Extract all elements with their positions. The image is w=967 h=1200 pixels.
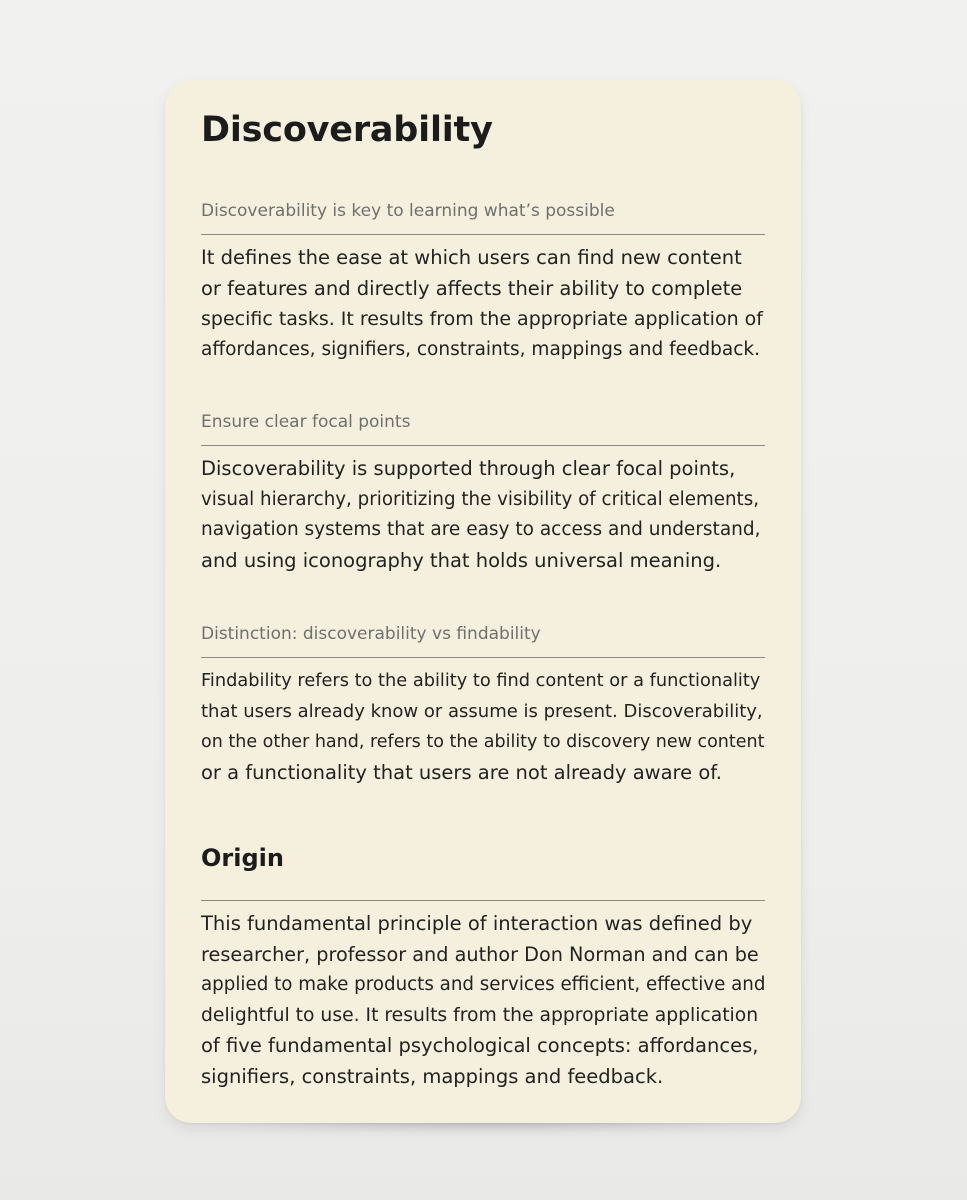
section-divider bbox=[201, 445, 765, 446]
body-line: that users already know or assume is present. Discoverability, bbox=[201, 700, 763, 722]
body-line: Discoverability is supported through clear focal points, bbox=[201, 457, 736, 480]
body-line: specific tasks. It results from the appropriate application of bbox=[201, 308, 763, 330]
body-line: affordances, signifiers, constraints, mappings and feedback. bbox=[201, 338, 760, 360]
body-line: researcher, professor and author Don Norman and can be bbox=[201, 942, 759, 966]
origin-body bbox=[201, 909, 765, 1092]
section-body-focal-points bbox=[201, 454, 765, 576]
body-line: applied to make products and services efficient, effective and bbox=[201, 974, 766, 995]
section-body-key-to-learning bbox=[201, 243, 765, 365]
section-label-distinction: Distinction: discoverability vs findability bbox=[201, 624, 541, 644]
body-line: Findability refers to the ability to find content or a functionality bbox=[201, 671, 761, 691]
body-line: or a functionality that users are not already aware of. bbox=[201, 760, 722, 784]
body-line: or features and directly affects their ability to complete bbox=[201, 276, 743, 300]
body-line: and using iconography that holds universal meaning. bbox=[201, 548, 722, 572]
section-body-distinction bbox=[201, 666, 765, 788]
principle-card bbox=[165, 80, 801, 1123]
body-line: It defines the ease at which users can find new content bbox=[201, 246, 742, 269]
section-divider bbox=[201, 657, 765, 658]
body-line: delightful to use. It results from the appropriate application bbox=[201, 1004, 759, 1026]
body-line: This fundamental principle of interaction was defined by bbox=[201, 912, 753, 935]
origin-heading: Origin bbox=[201, 844, 284, 872]
body-line: of five fundamental psychological concepts: affordances, bbox=[201, 1034, 759, 1057]
body-line: navigation systems that are easy to access and understand, bbox=[201, 519, 761, 540]
body-line: on the other hand, refers to the ability to discovery new content bbox=[201, 732, 765, 752]
section-divider bbox=[201, 234, 765, 235]
section-label-key-to-learning: Discoverability is key to learning what’s possible bbox=[201, 201, 615, 221]
origin-divider bbox=[201, 900, 765, 901]
body-line: signifiers, constraints, mappings and feedback. bbox=[201, 1064, 664, 1088]
section-label-focal-points: Ensure clear focal points bbox=[201, 412, 411, 432]
card-title: Discoverability bbox=[201, 110, 493, 150]
body-line: visual hierarchy, prioritizing the visibility of critical elements, bbox=[201, 488, 760, 510]
